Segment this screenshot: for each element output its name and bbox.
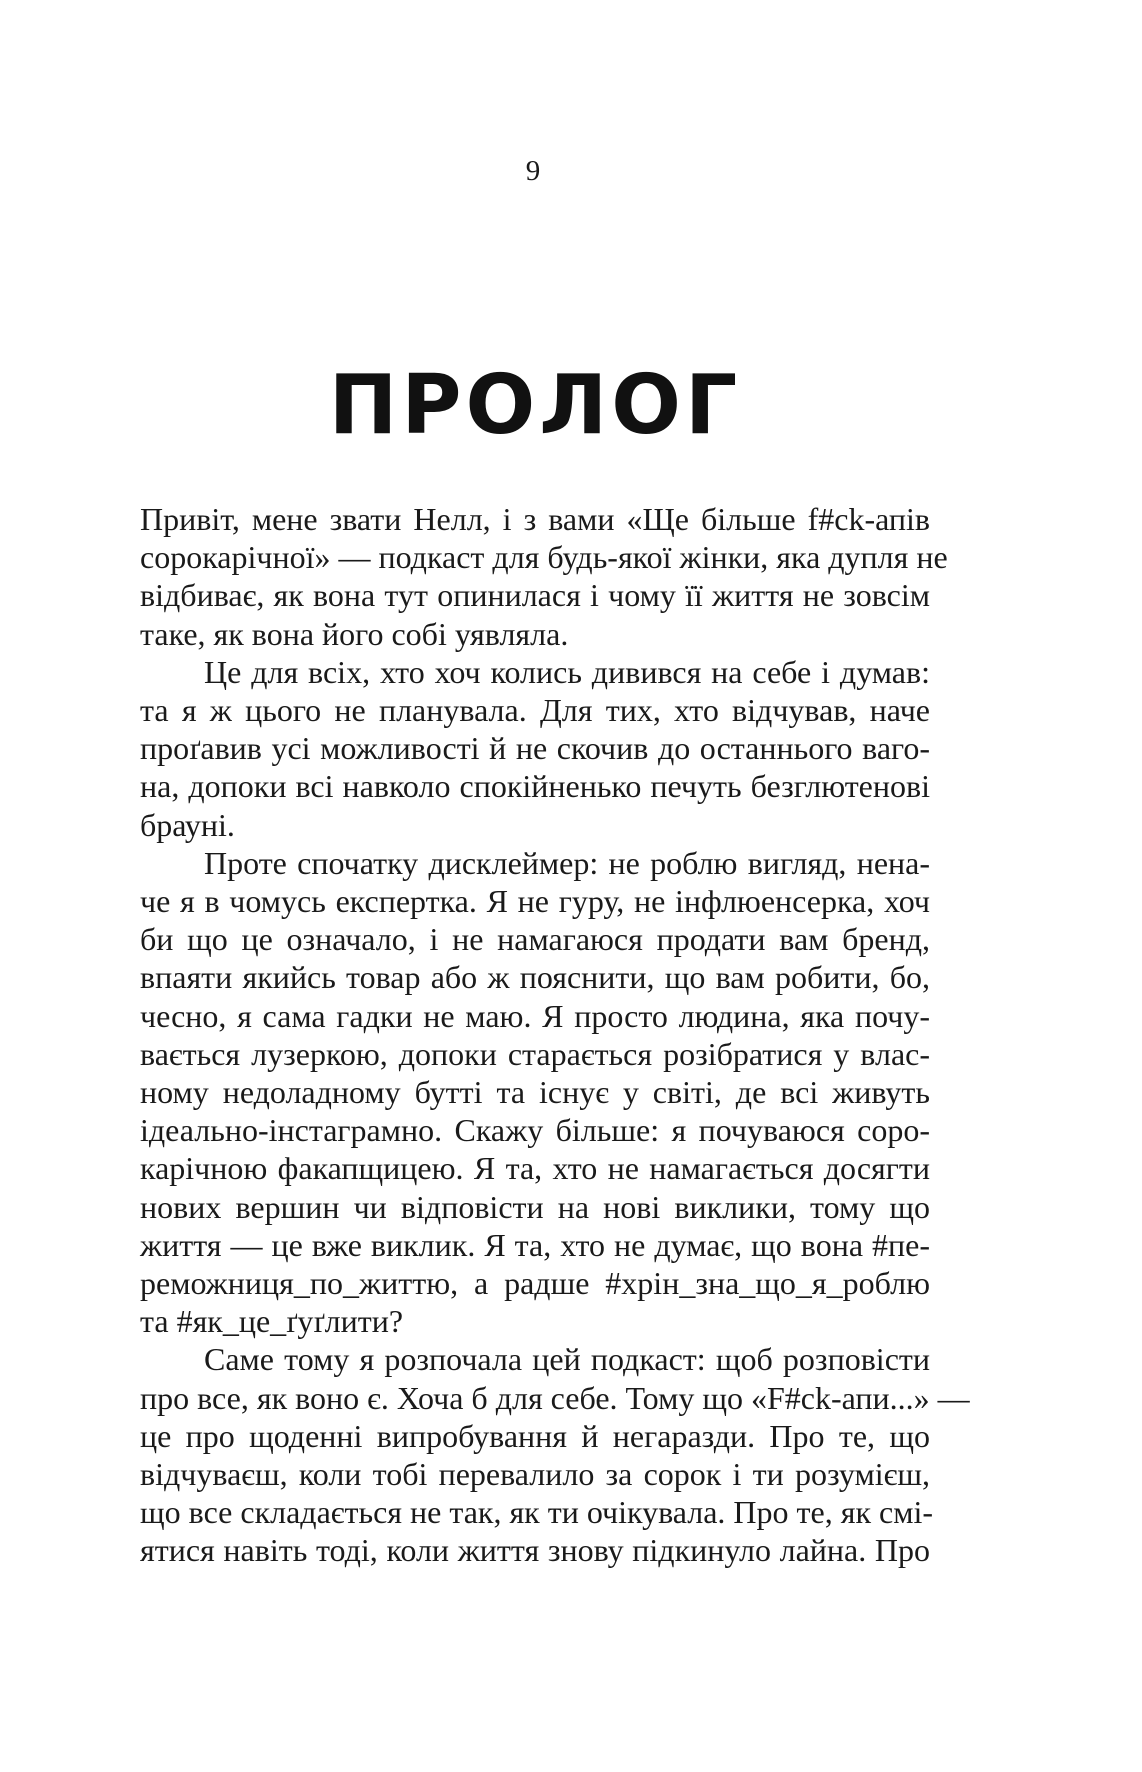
text-line: це про щоденні випробування й негаразди. Про те, що [140,1417,930,1454]
text-line: впаяти якийсь товар або ж пояснити, що вам робити, бо, [140,959,930,996]
text-line: про все, як воно є. Хоча б для себе. Тому що «F#ck-апи...» — [140,1379,970,1416]
text-line: Саме тому я розпочала цей подкаст: щоб розповісти [204,1341,930,1378]
text-line: Проте спочатку дисклеймер: не роблю вигляд, нена- [204,844,930,881]
text-line: Це для всіх, хто хоч колись дивився на себе і думав: [204,653,930,690]
text-line: таке, як вона його собі уявляла. [140,615,569,652]
text-line: відчуваєш, коли тобі перевалило за сорок і ти розумієш, [140,1456,930,1493]
text-line: чесно, я сама гадки не маю. Я просто людина, яка почу- [140,997,930,1034]
text-line: та я ж цього не планувала. Для тих, хто відчував, наче [140,692,930,729]
text-line: Привіт, мене звати Нелл, і з вами «Ще більше f#ck-апів [140,501,930,537]
text-line: карічною факапщицею. Я та, хто не намагається досягти [140,1150,930,1187]
text-line: реможниця_по_життю, а радше #хрін_зна_що_я_роблю [140,1265,930,1302]
text-line: сорокарічної» — подкаст для будь-якої жінки, яка дупля не [140,539,948,576]
text-line: нових вершин чи відповісти на нові виклики, тому що [140,1188,930,1225]
paragraph-2 [140,653,930,844]
paragraph-4 [140,1340,970,1569]
text-line: проґавив усі можливості й не скочив до останнього ваго- [140,730,930,767]
text-line: брауні. [140,806,235,843]
text-line: ному недоладному бутті та існує у світі, де всі живуть [140,1074,930,1111]
text-line: ідеально-інстаграмно. Скажу більше: я почуваюся соро- [140,1112,930,1149]
text-line: вається лузеркою, допоки старається розібратися у влас- [140,1035,930,1072]
text-line: життя — це вже виклик. Я та, хто не думає, що вона #пе- [140,1226,930,1263]
text-line: че я в чомусь експертка. Я не гуру, не інфлюенсерка, хоч [140,883,930,920]
chapter-title: ПРОЛОГ [328,358,742,453]
text-line: та #як_це_ґуґлити? [140,1303,404,1340]
text-line: на, допоки всі навколо спокійненько печуть безглютенові [140,768,930,805]
text-line: би що це означало, і не намагаюся продати вам бренд, [140,921,930,958]
text-line: відбиває, як вона тут опинилася і чому її життя не зовсім [140,577,930,614]
text-line: що все складається не так, як ти очікувала. Про те, як смі- [140,1494,933,1531]
text-line: ятися навіть тоді, коли життя знову підкинуло лайна. Про [140,1532,930,1569]
body-text [140,500,970,1570]
paragraph-3 [140,844,930,1341]
page-number: 9 [525,155,541,187]
paragraph-1 [140,500,948,653]
